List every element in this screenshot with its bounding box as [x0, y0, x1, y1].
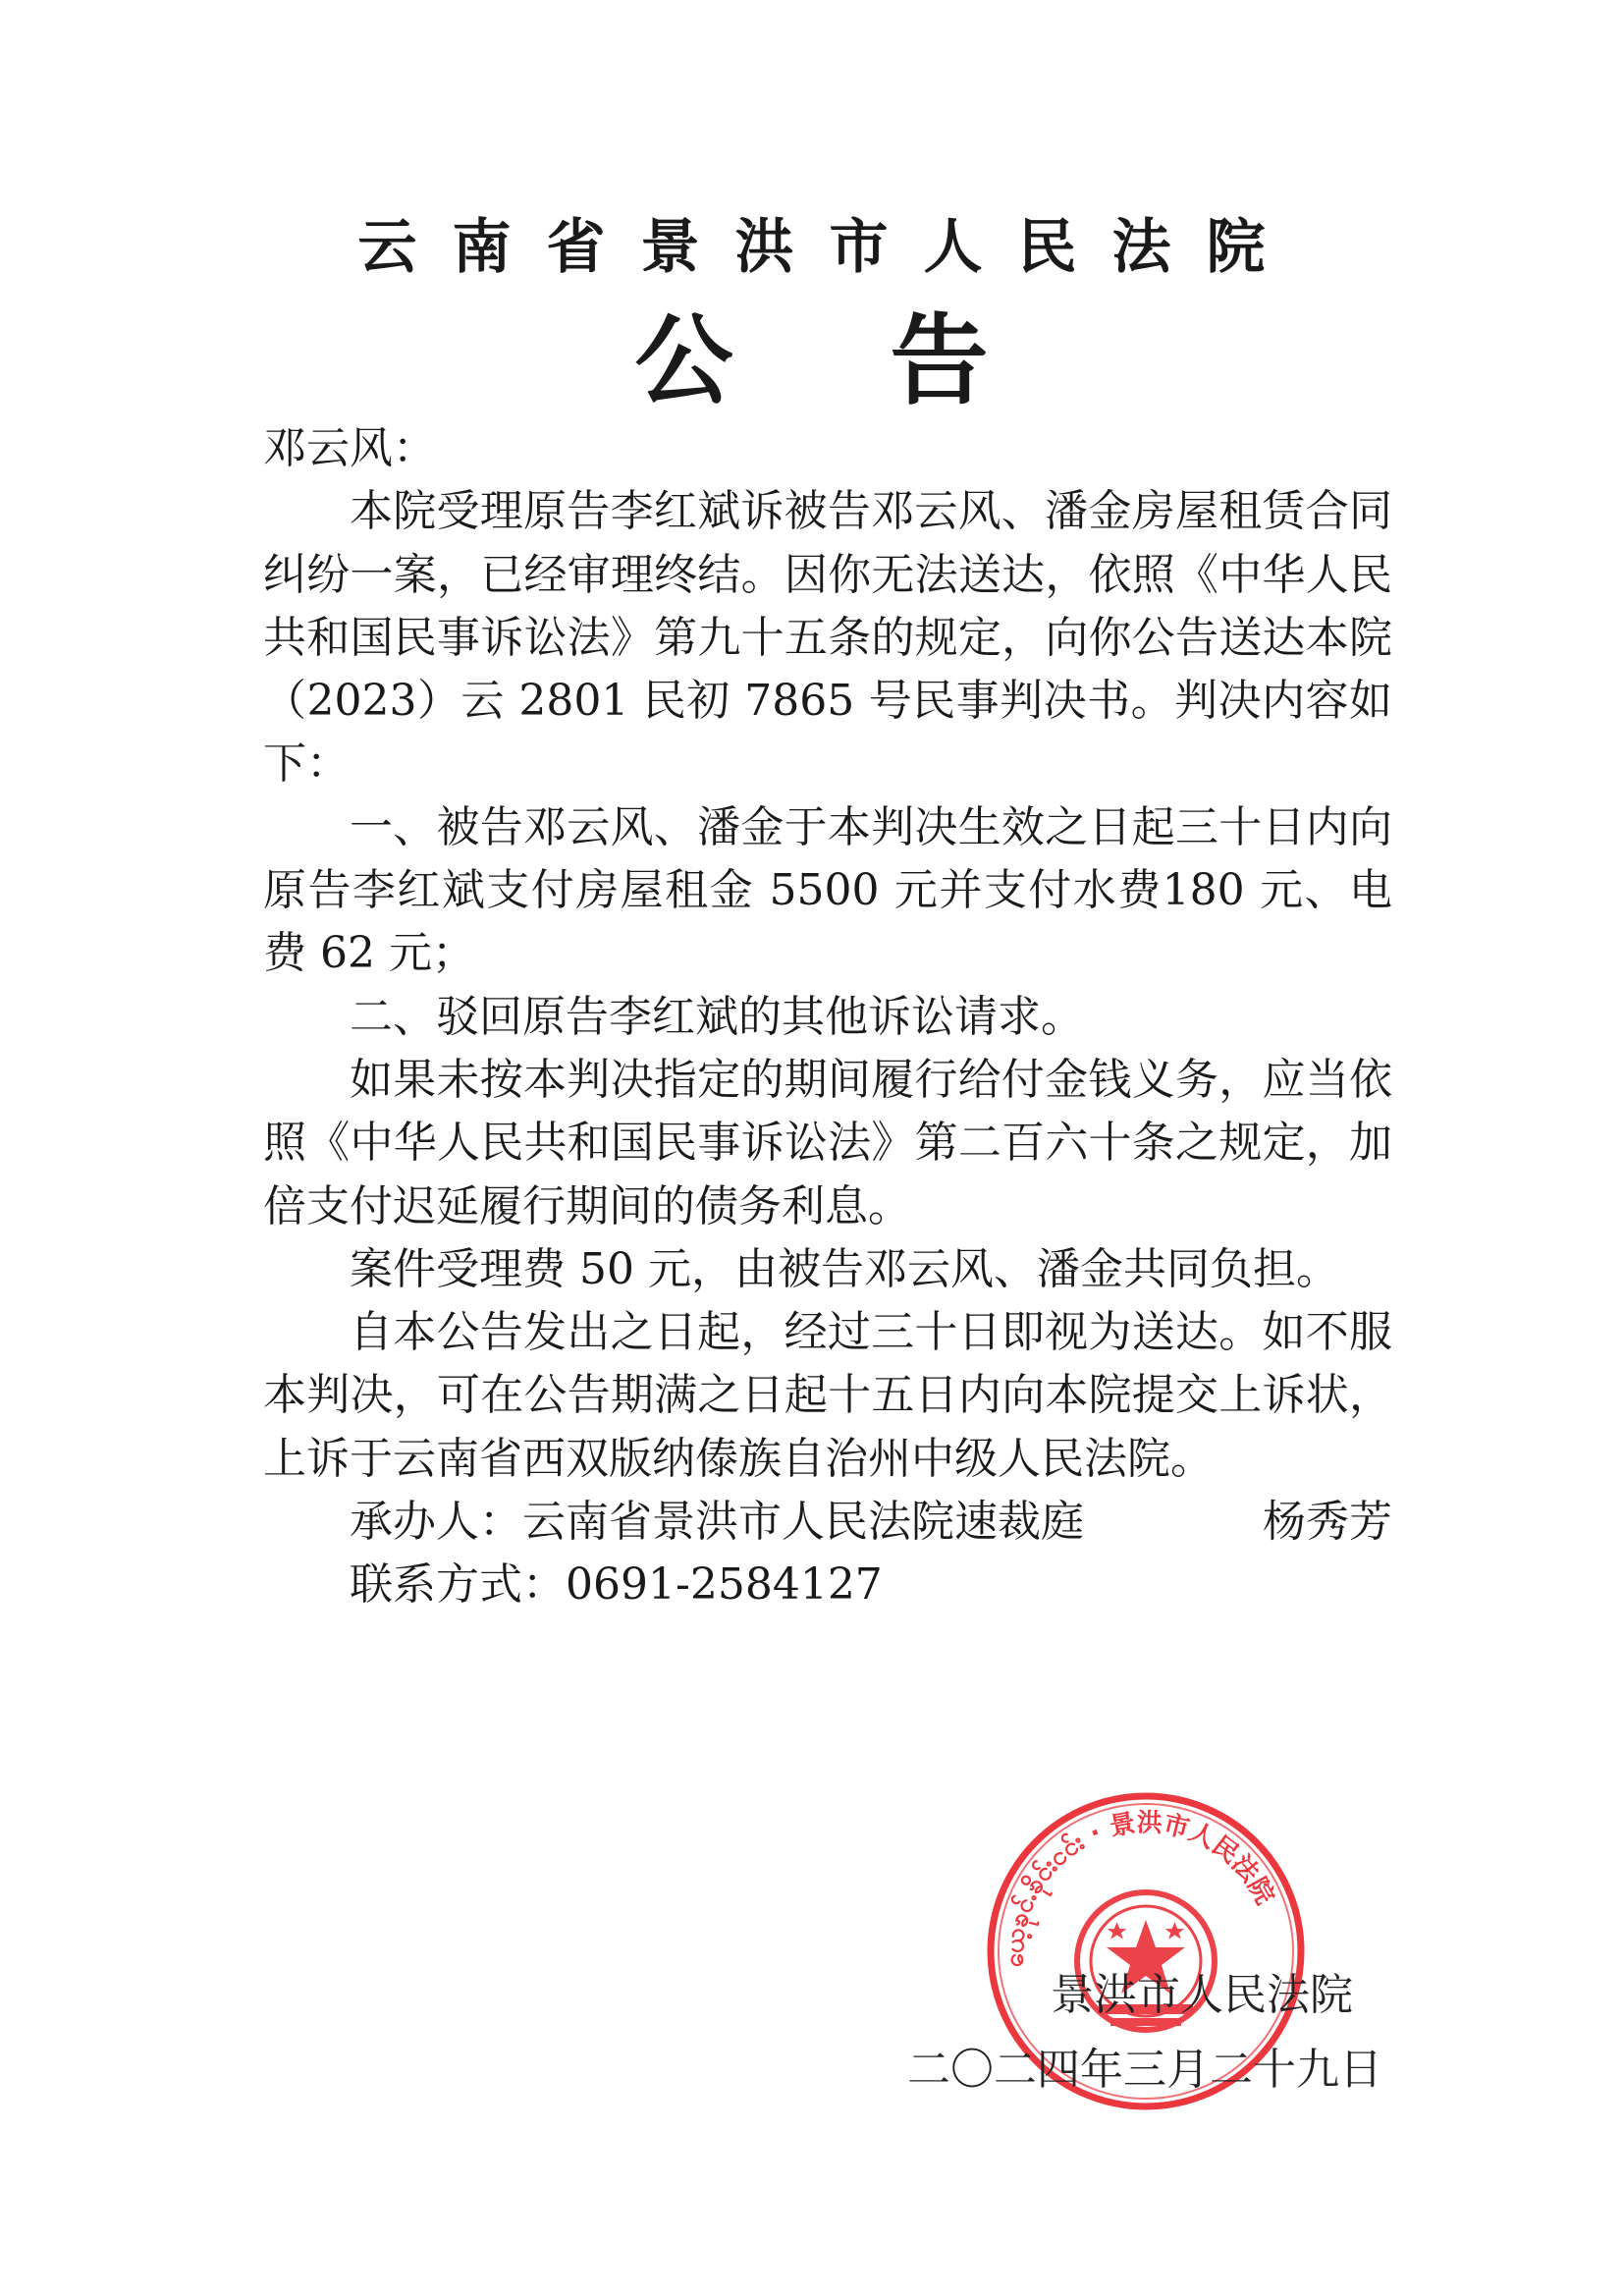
addressee: 邓云风： — [263, 423, 436, 473]
paragraph-judgment-item-2: 二、驳回原告李红斌的其他诉讼请求。 — [350, 991, 1084, 1042]
court-name-heading: 云南省景洪市人民法院 — [357, 213, 1301, 282]
signing-court: 景洪市人民法院 — [1051, 1970, 1353, 2020]
paragraph-case-intro: 本院受理原告李红斌诉被告邓云风、潘金房屋租赁合同纠纷一案，已经审理终结。因你无法送达，依照《中华人民共和国民事诉讼法》第九十五条的规定，向你公告送达本院（2023）云 2801 民初 7865 号民事判决书。判决内容如下： — [263, 486, 1392, 790]
paragraph-case-fee: 案件受理费 50 元，由被告邓云风、潘金共同负担。 — [350, 1243, 1339, 1294]
paragraph-judgment-item-1: 一、被告邓云风、潘金于本判决生效之日起三十日内向原告李红斌支付房屋租金 5500 元并支付水费180 元、电费 62 元； — [263, 801, 1392, 979]
contact-line: 联系方式：0691-2584127 — [350, 1559, 883, 1611]
handler-name: 杨秀芳 — [1263, 1497, 1392, 1548]
handler-line — [263, 1491, 1392, 1554]
handler-label: 承办人：云南省景洪市人民法院速裁庭 — [350, 1497, 1084, 1548]
paragraph-service-appeal: 自本公告发出之日起，经过三十日即视为送达。如不服本判决，可在公告期满之日起十五日内向本院提交上诉状，上诉于云南省西双版纳傣族自治州中级人民法院。 — [263, 1307, 1392, 1484]
svg-text:ယေ့ၶုင်ႉၶိုင်းငင်း · 景洪市人民法院: ယေ့ၶုင်ႉၶိုင်းငင်း · 景洪市人民法院 — [1000, 1808, 1280, 1968]
notice-title: 公告 — [634, 303, 1146, 418]
signing-date: 二〇二四年三月二十九日 — [907, 2045, 1382, 2095]
notice-body — [263, 417, 1392, 1617]
paragraph-late-payment: 如果未按本判决指定的期间履行给付金钱义务，应当依照《中华人民共和国民事诉讼法》第二百六十条之规定，加倍支付迟延履行期间的债务利息。 — [263, 1054, 1392, 1231]
